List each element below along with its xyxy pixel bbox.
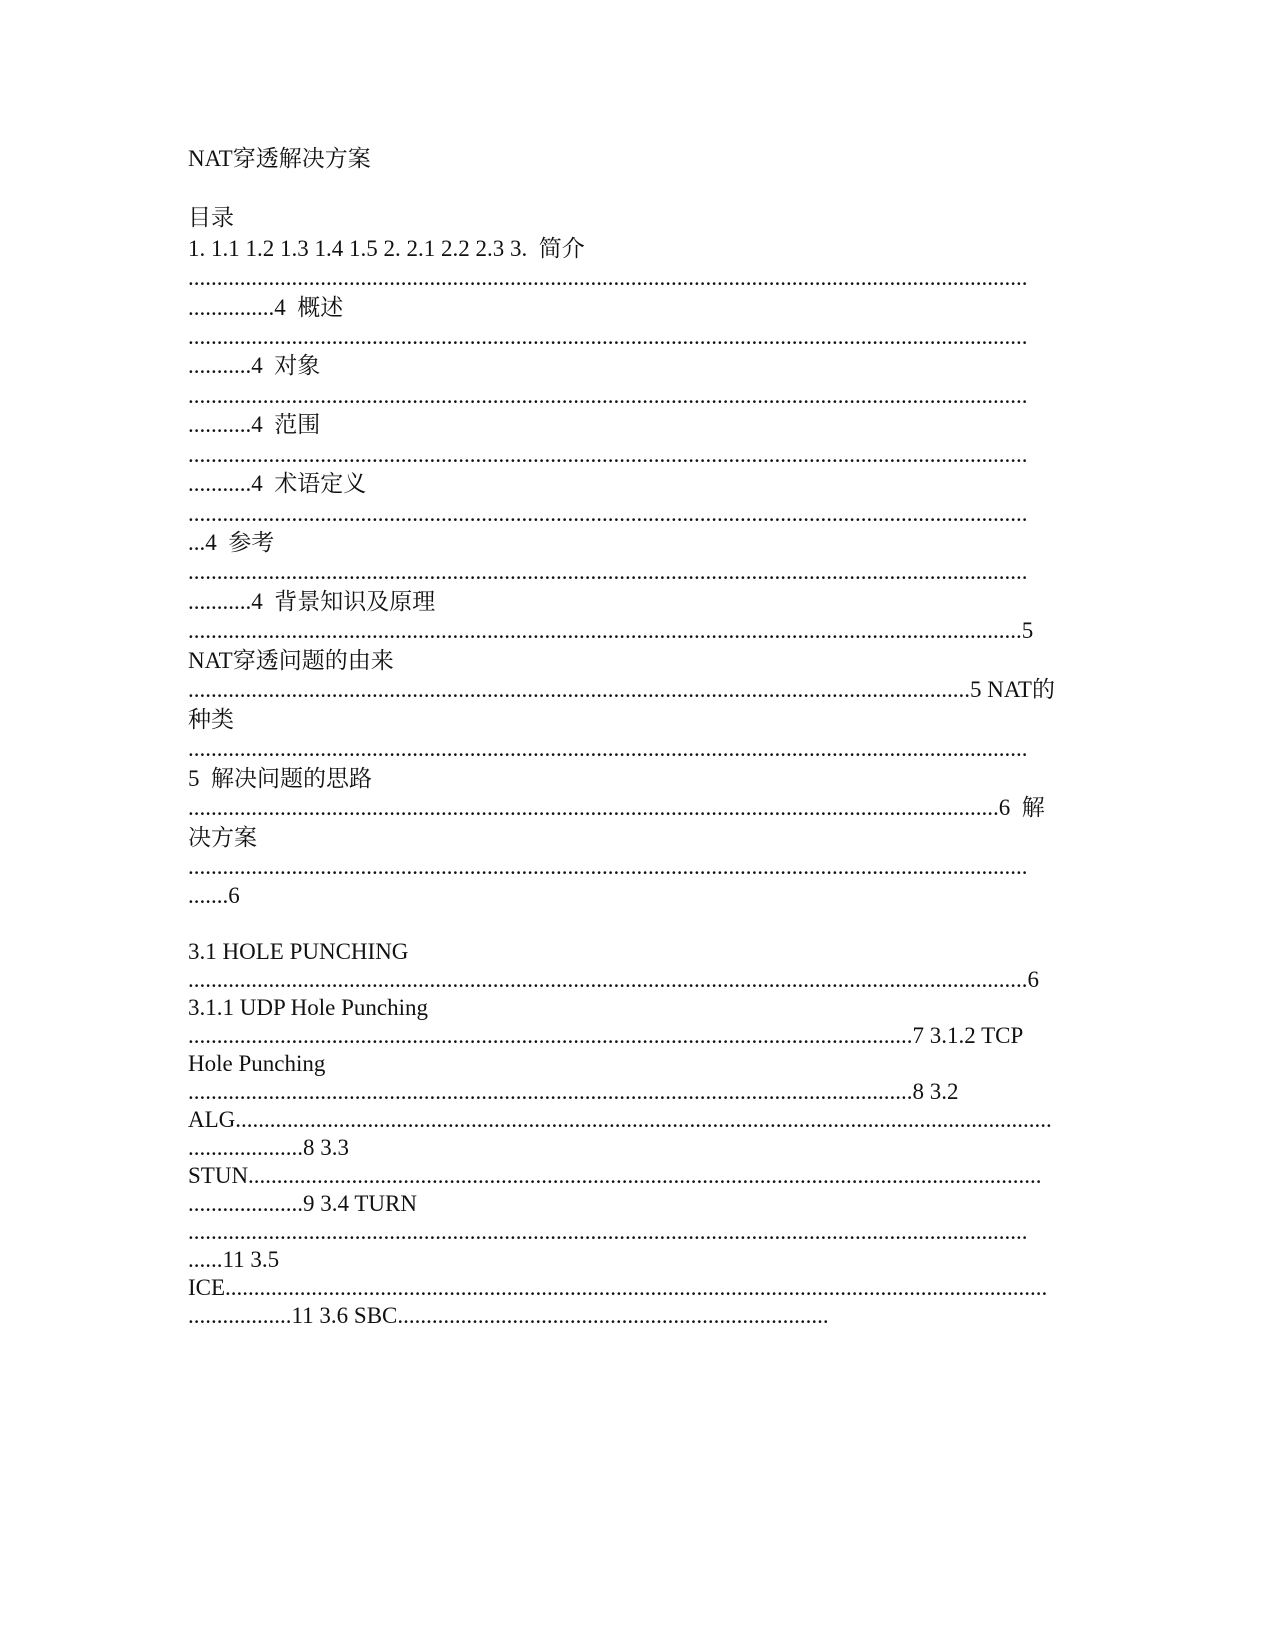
toc-line: 种类 — [188, 707, 234, 732]
toc-line: ....................8 3.3 — [188, 1135, 349, 1160]
toc-line: 1. 1.1 1.2 1.3 1.4 1.5 2. 2.1 2.2 2.3 3. 简介 — [188, 236, 585, 261]
toc-line: ALG.............................................................................................................................................. — [188, 1107, 1052, 1132]
toc-line: .................................................................................................................................................. — [188, 265, 1028, 290]
toc-line: 3.1.1 UDP Hole Punching — [188, 995, 429, 1020]
toc-line: .................................................................................................................................................. — [188, 1219, 1028, 1244]
toc-line: ...........4 对象 — [188, 353, 321, 378]
toc-line: ...........4 范围 — [188, 412, 321, 437]
toc-line: .................................................................................................................................................. — [188, 383, 1028, 408]
toc-line: ...4 参考 — [188, 530, 275, 555]
toc-line: .......6 — [188, 883, 240, 908]
toc-line: ......11 3.5 — [188, 1247, 280, 1272]
toc-line: .................................................................................................................................................. — [188, 854, 1028, 879]
toc-line: ..................11 3.6 SBC........................................................................... — [188, 1303, 829, 1328]
toc-line: ...............4 概述 — [188, 295, 344, 320]
toc-line: .................................................................................................................................................. — [188, 324, 1028, 349]
toc-line: ..............................................................................................................................7 3.1.2 TCP — [188, 1023, 1024, 1048]
toc-line: Hole Punching — [188, 1051, 326, 1076]
toc-line: ..................................................................................................................................................6 — [188, 967, 1039, 992]
document-title: NAT穿透解决方案 — [188, 146, 371, 171]
toc-line: ....................9 3.4 TURN — [188, 1191, 417, 1216]
toc-line: ........................................................................................................................................5 NAT的 — [188, 677, 1055, 702]
toc-line: 3.1 HOLE PUNCHING — [188, 939, 409, 964]
toc-line: 5 解决问题的思路 — [188, 766, 372, 791]
toc-line: ...........4 背景知识及原理 — [188, 589, 436, 614]
toc-line: .................................................................................................................................................. — [188, 559, 1028, 584]
toc-heading: 目录 — [188, 205, 234, 230]
toc-line: .................................................................................................................................................. — [188, 736, 1028, 761]
toc-line: .................................................................................................................................................5 — [188, 618, 1034, 643]
toc-line: .................................................................................................................................................. — [188, 442, 1028, 467]
toc-line: ICE............................................................................................................................................... — [188, 1275, 1048, 1300]
toc-line: 决方案 — [188, 825, 257, 850]
toc-line: NAT穿透问题的由来 — [188, 648, 394, 673]
toc-line: ...........4 术语定义 — [188, 471, 367, 496]
toc-line: STUN.......................................................................................................................................... — [188, 1163, 1042, 1188]
toc-line: ..............................................................................................................................8 3.2 — [188, 1079, 959, 1104]
toc-line: .................................................................................................................................................. — [188, 501, 1028, 526]
toc-line: .............................................................................................................................................6 解 — [188, 795, 1045, 820]
